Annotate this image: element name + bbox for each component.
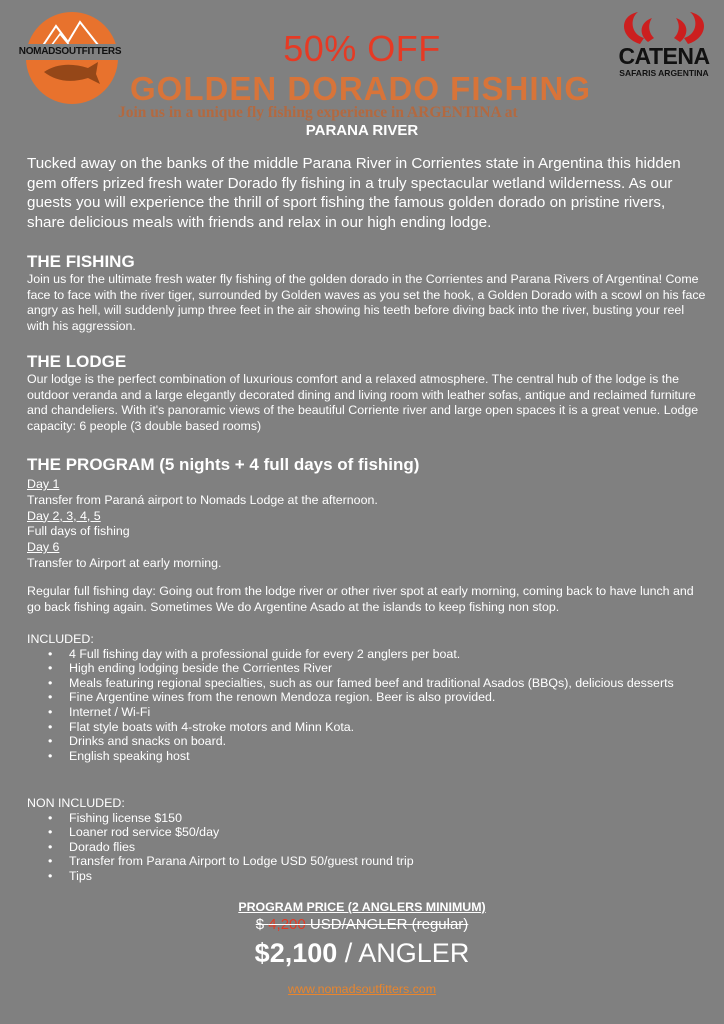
not-included-section: [27, 796, 707, 884]
bullet-icon: •: [48, 704, 53, 719]
location-title: PARANA RIVER: [305, 122, 419, 139]
list-item: • Loaner rod service $50/day: [48, 825, 220, 840]
list-item: • Internet / Wi-Fi: [48, 704, 151, 719]
offer-headline: 50% OFF: [283, 28, 441, 69]
regular-price-amount: 4,200: [268, 916, 306, 933]
catena-brand: CATENA: [618, 43, 710, 69]
lodge-body: Our lodge is the perfect combination of luxurious comfort and a relaxed atmosphere. The central hub of the lodge is the outdoor veranda and a large elegantly decorated dining and living room with leather sofas, antique and reclaimed furniture and chandeliers. With it's panoramic views of the beautiful Corriente river and large open spaces it is a great venue. Lodge capacity: 6 people (3 double based rooms): [27, 372, 699, 433]
main-title: GOLDEN DORADO FISHING: [130, 70, 592, 107]
bullet-icon: •: [48, 719, 53, 734]
not-included-heading: NON INCLUDED:: [27, 796, 125, 810]
bullet-icon: •: [48, 854, 53, 869]
bullet-icon: •: [48, 661, 53, 676]
list-item: • Drinks and snacks on board.: [48, 734, 227, 749]
included-list: [48, 647, 707, 764]
bullet-icon: •: [48, 646, 53, 661]
list-item: • Dorado flies: [48, 839, 136, 854]
not-included-list: [48, 811, 707, 884]
regular-price: $ 4,200 USD/ANGLER (regular): [255, 916, 469, 933]
day-1-label: Day 1: [27, 477, 60, 491]
included-section: [27, 632, 707, 763]
day-1-text: Transfer from Paraná airport to Nomads Lodge at the afternoon.: [27, 492, 378, 507]
sale-price: $2,100 / ANGLER: [254, 938, 470, 968]
regular-day-description: Regular full fishing day: Going out from the lodge river or other river spot at early morning, coming back to have lunch and go back fishing again. Sometimes We do Argentine Asado at the islands to keep fishing non stop.: [27, 584, 694, 614]
catena-subtitle: SAFARIS ARGENTINA: [619, 68, 709, 78]
list-item: • Meals featuring regional specialties, such as our famed beef and traditional Asados (BBQs), delicious desserts: [48, 675, 674, 690]
list-item: • Transfer from Parana Airport to Lodge USD 50/guest round trip: [48, 854, 414, 869]
website-link[interactable]: www.nomadsoutfitters.com: [287, 982, 437, 996]
day-2-5-label: Day 2, 3, 4, 5: [27, 508, 101, 523]
bullet-icon: •: [48, 868, 53, 883]
bullet-icon: •: [48, 675, 53, 690]
list-item: • English speaking host: [48, 748, 190, 763]
price-label: PROGRAM PRICE (2 ANGLERS MINIMUM): [238, 900, 486, 914]
fishing-body: Join us for the ultimate fresh water fly fishing of the golden dorado in the Corrientes and Parana Rivers of Argentina! Come face to face with the river tiger, surrounded by Golden waves as you set the hook, a Golden Dorado with a scowl on his face angry as hell, will suddenly jump three feet in the air showing his teeth before diving back into the river, busting your reel with his aggression.: [27, 272, 706, 333]
day-6-label: Day 6: [27, 540, 60, 555]
included-heading: INCLUDED:: [27, 632, 94, 646]
list-item: • Tips: [48, 868, 92, 883]
list-item: • Fine Argentine wines from the renown Mendoza region. Beer is also provided.: [48, 690, 496, 705]
bullet-icon: •: [48, 825, 53, 840]
lodge-section: [27, 352, 707, 434]
list-item: • Fishing license $150: [48, 810, 182, 825]
bullet-icon: •: [48, 839, 53, 854]
day-6-text: Transfer to Airport at early morning.: [27, 555, 222, 570]
list-item: • High ending lodging beside the Corrientes River: [48, 661, 333, 676]
bullet-icon: •: [48, 748, 53, 763]
intro-paragraph: Tucked away on the banks of the middle Parana River in Corrientes state in Argentina this hidden gem offers prized fresh water Dorado fly fishing in a truly spectacular wetland wilderness. As our guests you will experience the thrill of sport fishing the famous golden dorado on pristine rivers, share delicious meals with friends and relax in our high ending lodge.: [27, 155, 681, 231]
fishing-heading: THE FISHING: [27, 252, 135, 271]
program-section: [27, 455, 707, 572]
sale-price-amount: $2,100: [254, 938, 338, 968]
nomads-logo-text: NOMADSOUTFITTERS: [18, 46, 122, 57]
list-item: • 4 Full fishing day with a professional guide for every 2 anglers per boat.: [48, 646, 461, 661]
day-2-5-text: Full days of fishing: [27, 524, 130, 539]
list-item: • Flat style boats with 4-stroke motors and Minn Kota.: [48, 719, 355, 734]
bullet-icon: •: [48, 734, 53, 749]
fishing-section: [27, 252, 707, 334]
tagline: Join us in a unique fly fishing experience in ARGENTINA at: [118, 104, 518, 121]
bullet-icon: •: [48, 690, 53, 705]
program-heading: THE PROGRAM (5 nights + 4 full days of fishing): [27, 455, 420, 474]
bullet-icon: •: [48, 810, 53, 825]
lodge-heading: THE LODGE: [27, 352, 127, 371]
